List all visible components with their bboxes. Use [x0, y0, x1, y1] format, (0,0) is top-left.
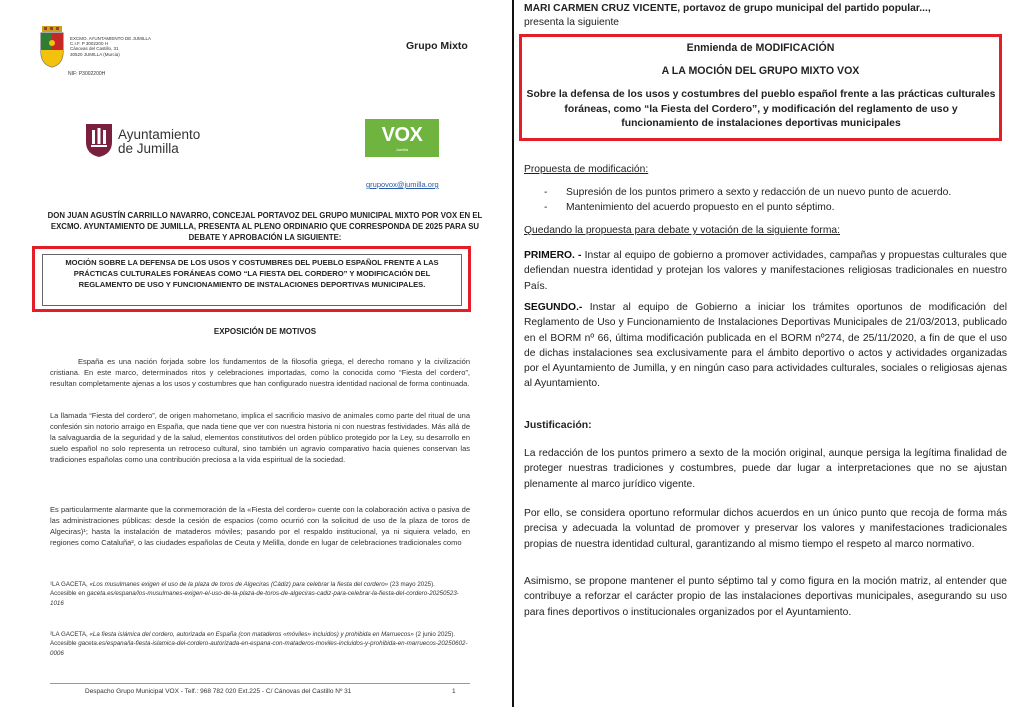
list-item — [544, 202, 834, 213]
presenta-line: presenta la siguiente — [524, 17, 620, 28]
footnote-title: «Los musulmanes exigen el uso de la plaza de toros de Algeciras (Cádiz) para celebrar la fiesta del cordero» — [89, 581, 389, 588]
enmienda-page — [514, 0, 1024, 707]
nif-label: NIF: P3002200H — [68, 71, 106, 77]
justificacion-paragraph: La redacción de los puntos primero a sexto de la moción original, aunque persiga la legítima finalidad de proteger nuestras tradiciones y costumbres, puede dar lugar a interpretaciones que no se ajustan plenamente al marco jurídico vigente. — [524, 448, 1007, 490]
letterhead-line: 30520 JUMILLA (Murcia) — [70, 51, 120, 57]
bullet-dash: - — [544, 187, 548, 198]
body-paragraph: Es particularmente alarmante que la conmemoración de la «Fiesta del cordero» cuente con la colaboración activa o pasiva de las administraciones públicas: desde la cesión de espacios (como ocurrió con la solicitud de uso de la plaza de toros de Algeciras)¹; hasta la instalación de mataderos móviles; pasando por el respaldo institucional, ya ni siquiera velado, en regiones como Cataluña², o las ciudades españolas de Ceuta y Melilla, donde en lugar de celebraciones tradicionales como — [50, 505, 470, 547]
acuerdo-text: Instar al equipo de gobierno a promover actividades, campañas y propuestas culturales que defiendan nuestra identidad y protejan los valores y manifestaciones religiosas tradicionales en nuestro País. — [524, 250, 1007, 292]
acuerdo-label: SEGUNDO.- — [524, 302, 583, 313]
justificacion-paragraph: Asimismo, se propone mantener el punto séptimo tal y como figura en la moción matriz, al entender que contribuye a reforzar el carácter propio de las instalaciones deportivas municipales, asegurando su uso para fines deportivos o institucionales organizados por el Ayuntamiento. — [524, 576, 1007, 618]
jumilla-crest-icon — [38, 26, 66, 68]
list-item-text: Supresión de los puntos primero a sexto y redacción de un nuevo punto de acuerdo. — [566, 187, 952, 198]
ayuntamiento-letterhead — [70, 36, 151, 57]
footnote — [50, 630, 470, 658]
mocion-title-box: MOCIÓN SOBRE LA DEFENSA DE LOS USOS Y COSTUMBRES DEL PUEBLO ESPAÑOL FRENTE A LAS PRÁCTICAS CULTURALES FORÁNEAS COMO “LA FIESTA DEL CORDERO” Y MODIFICACIÓN DEL REGLAMENTO DE USO Y FUNCIONAMIENTO DE INSTALACIONES DEPORTIVAS MUNICIPALES. — [42, 254, 462, 306]
enmienda-title: Enmienda de MODIFICACIÓN — [686, 42, 835, 54]
email-link[interactable]: grupovox@jumilla.org — [366, 180, 439, 189]
ayuntamiento-logo-icon — [84, 122, 114, 158]
enmienda-subtitle: A LA MOCIÓN DEL GRUPO MIXTO VOX — [661, 65, 860, 77]
portavoz-header: MARI CARMEN CRUZ VICENTE, portavoz de grupo municipal del partido popular..., — [524, 3, 931, 14]
list-item — [544, 187, 951, 198]
footnote-date: (23 mayo 2025). — [388, 581, 435, 588]
footnote-accessible: Accesible en — [50, 590, 87, 598]
acuerdo-primero — [524, 248, 1007, 294]
letterhead-line: Cánovas del Castillo, 31 — [70, 46, 119, 52]
acuerdo-label: PRIMERO. - — [524, 250, 582, 261]
vox-logo — [365, 119, 439, 157]
ayuntamiento-name-line: de Jumilla — [118, 141, 179, 156]
quedando-heading: Quedando la propuesta para debate y votación de la siguiente forma: — [524, 225, 840, 236]
footnote-accessible: Accesible — [50, 640, 79, 648]
footnote-url[interactable]: gaceta.es/espana/los-musulmanes-exigen-el-uso-de-la-plaza-de-toros-de-algeciras-cadiz-para-celebrar-la-fiesta-del-cordero-20250523-1016 — [50, 590, 459, 607]
footer-divider — [50, 683, 470, 684]
page-number: 1 — [452, 688, 456, 695]
acuerdo-segundo — [524, 300, 1007, 392]
letterhead-line: C.I.F. P 3002200 H — [70, 41, 108, 47]
footnote-title: «La fiesta islámica del cordero, autorizada en España (con mataderos «móviles» incluidos) y prohibida en Marruecos» — [89, 631, 414, 638]
enmienda-description: Sobre la defensa de los usos y costumbres del pueblo español frente a las prácticas culturales foráneas, como “la Fiesta del Cordero”, y modificación del reglamento de uso y funcionamiento de instalaciones deportivas municipales — [526, 89, 996, 130]
exposicion-heading: EXPOSICIÓN DE MOTIVOS — [213, 327, 317, 336]
intro-paragraph: DON JUAN AGUSTÍN CARRILLO NAVARRO, CONCEJAL PORTAVOZ DEL GRUPO MUNICIPAL MIXTO POR VOX EN EL EXCMO. AYUNTAMIENTO DE JUMILLA, PRESENTA AL PLENO ORDINARIO QUE CORRESPONDA DE 2025 PARA SU DEBATE Y APROBACIÓN LA SIGUIENTE: — [47, 211, 483, 242]
body-paragraph: La llamada “Fiesta del cordero”, de origen mahometano, implica el sacrificio masivo de animales como parte del ritual de una confesión sin notorio arraigo en España, que nada tiene que ver con nuestra historia ni con nuestras festividades. Más allá de la salvaguardia de la seguridad y de la salud, elementos constitutivos del orden público protegido por la Ley, su desarrollo en suelo español no solo representa un retroceso cultural, sino también un agravio comparativo hacia quienes conservan las tradiciones españolas como una contribución preciosa a la vida espiritual de la sociedad. — [50, 411, 470, 464]
justificacion-heading: Justificación: — [524, 419, 592, 431]
footnote — [50, 580, 470, 608]
propuesta-heading: Propuesta de modificación: — [524, 164, 649, 175]
grupo-mixto-heading: Grupo Mixto — [406, 40, 468, 52]
vox-logo-subtext: Jumilla — [395, 147, 409, 152]
acuerdo-text: Instar al equipo de Gobierno a iniciar los trámites oportunos de modificación del Reglamento de Uso y Funcionamiento de Instalaciones Deportivas Municipales de 21/03/2013, publicado en el BORM nº 66, última modificación publicada en el BORM nº274, de 25/11/2020, a fin de que el uso de dichas instalaciones sea exclusivamente para el ámbito deportivo o actos y actividades organizadas por el Ayuntamiento de Jumilla, y en ningún caso para actividades culturales, sociales o religiosas ajenas al Ayuntamiento. — [524, 302, 1007, 390]
ayuntamiento-name-line: Ayuntamiento — [118, 127, 201, 142]
body-paragraph: España es una nación forjada sobre los fundamentos de la filosofía griega, el derecho romano y la civilización cristiana. En este marco, determinados ritos y celebraciones importadas, como la conocida como “Fiesta del cordero”, resultan completamente ajenas a los usos y costumbres que han configurado nuestra identidad nacional de forma continuada. — [50, 357, 470, 388]
bullet-dash: - — [544, 202, 548, 213]
justificacion-paragraph: Por ello, se considera oportuno reformular dichos acuerdos en un único punto que recoja de forma más precisa y adecuada la voluntad de promover y preservar los valores y manifestaciones tradicionales propias de nuestra identidad cultural, garantizando al mismo tiempo el respeto al marco normativo. — [524, 508, 1007, 550]
vox-logo-text: VOX — [381, 124, 423, 146]
letterhead-line: EXCMO. AYUNTAMIENTO DE JUMILLA — [70, 36, 152, 41]
footnote-source: ²LA GACETA, — [50, 631, 90, 638]
list-item-text: Mantenimiento del acuerdo propuesto en el punto séptimo. — [566, 202, 835, 213]
footnote-source: ¹LA GACETA, — [50, 581, 90, 588]
footnote-url[interactable]: gaceta.es/espana/la-fiesta-islamica-del-cordero-autorizada-en-espana-con-mataderos-moviles-incluidos-y-prohibida-en-marruecos-20250602-0006 — [50, 640, 468, 657]
ayuntamiento-logo-text — [118, 128, 200, 156]
footnote-date: (2 junio 2025). — [413, 631, 456, 638]
page-footer: Despacho Grupo Municipal VOX - Telf.: 968 782 020 Ext.225 - C/ Cánovas del Castillo Nº 31 — [85, 688, 352, 695]
